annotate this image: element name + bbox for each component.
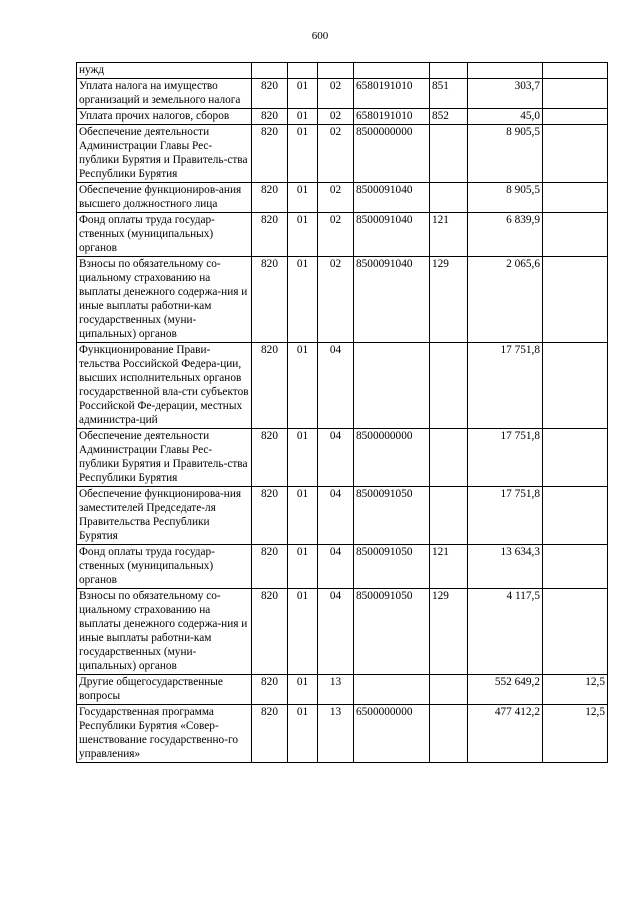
subsection-code-cell: 02 bbox=[318, 109, 354, 125]
section-code-cell: 01 bbox=[288, 343, 318, 429]
target-article-cell: 8500091040 bbox=[354, 213, 430, 257]
section-code-cell: 01 bbox=[288, 109, 318, 125]
section-code-cell: 01 bbox=[288, 79, 318, 109]
expense-type-cell: 121 bbox=[430, 213, 468, 257]
section-code-cell: 01 bbox=[288, 675, 318, 705]
expense-name-cell: Обеспечение деятельности Администрации Главы Рес-публики Бурятия и Правитель-ства Республики Бурятия bbox=[77, 125, 252, 183]
extra-amount-cell bbox=[543, 343, 608, 429]
table-row bbox=[77, 343, 608, 429]
table-row bbox=[77, 213, 608, 257]
section-code-cell: 01 bbox=[288, 125, 318, 183]
page-number: 600 bbox=[311, 30, 329, 42]
table-row bbox=[77, 63, 608, 79]
subsection-code-cell: 04 bbox=[318, 487, 354, 545]
expense-type-cell bbox=[430, 675, 468, 705]
table-row bbox=[77, 109, 608, 125]
extra-amount-cell bbox=[543, 125, 608, 183]
department-code-cell: 820 bbox=[252, 109, 288, 125]
department-code-cell bbox=[252, 63, 288, 79]
subsection-code-cell: 02 bbox=[318, 183, 354, 213]
target-article-cell: 8500091050 bbox=[354, 487, 430, 545]
expense-type-cell bbox=[430, 63, 468, 79]
table-row bbox=[77, 79, 608, 109]
department-code-cell: 820 bbox=[252, 545, 288, 589]
expense-name-cell: Фонд оплаты труда государ-ственных (муниципальных) органов bbox=[77, 545, 252, 589]
department-code-cell: 820 bbox=[252, 487, 288, 545]
table-row bbox=[77, 487, 608, 545]
expense-name-cell: Взносы по обязательному со-циальному страхованию на выплаты денежного содержа-ния и иные выплаты работни-кам государственных (муни-ципальных) органов bbox=[77, 257, 252, 343]
target-article-cell: 6580191010 bbox=[354, 79, 430, 109]
subsection-code-cell: 04 bbox=[318, 589, 354, 675]
extra-amount-cell bbox=[543, 79, 608, 109]
extra-amount-cell bbox=[543, 589, 608, 675]
extra-amount-cell bbox=[543, 545, 608, 589]
section-code-cell: 01 bbox=[288, 183, 318, 213]
section-code-cell: 01 bbox=[288, 487, 318, 545]
expense-name-cell: Другие общегосударственные вопросы bbox=[77, 675, 252, 705]
expense-type-cell bbox=[430, 705, 468, 763]
department-code-cell: 820 bbox=[252, 705, 288, 763]
extra-amount-cell: 12,5 bbox=[543, 705, 608, 763]
section-code-cell bbox=[288, 63, 318, 79]
amount-cell bbox=[468, 63, 543, 79]
amount-cell: 45,0 bbox=[468, 109, 543, 125]
table-row bbox=[77, 257, 608, 343]
expense-type-cell bbox=[430, 487, 468, 545]
amount-cell: 2 065,6 bbox=[468, 257, 543, 343]
table-row bbox=[77, 183, 608, 213]
section-code-cell: 01 bbox=[288, 589, 318, 675]
expense-name-cell: Функционирование Прави-тельства Российской Федера-ции, высших исполнительных органов государственной вла-сти субъектов Российской Фе-дерации, местных администра-ций bbox=[77, 343, 252, 429]
expense-type-cell: 129 bbox=[430, 257, 468, 343]
department-code-cell: 820 bbox=[252, 183, 288, 213]
department-code-cell: 820 bbox=[252, 125, 288, 183]
department-code-cell: 820 bbox=[252, 429, 288, 487]
table-row bbox=[77, 705, 608, 763]
department-code-cell: 820 bbox=[252, 675, 288, 705]
department-code-cell: 820 bbox=[252, 589, 288, 675]
table-row bbox=[77, 429, 608, 487]
department-code-cell: 820 bbox=[252, 257, 288, 343]
extra-amount-cell bbox=[543, 213, 608, 257]
expense-type-cell bbox=[430, 125, 468, 183]
expense-name-cell: Уплата налога на имущество организаций и земельного налога bbox=[77, 79, 252, 109]
section-code-cell: 01 bbox=[288, 429, 318, 487]
subsection-code-cell: 13 bbox=[318, 675, 354, 705]
extra-amount-cell bbox=[543, 63, 608, 79]
table-row bbox=[77, 589, 608, 675]
target-article-cell bbox=[354, 675, 430, 705]
subsection-code-cell: 02 bbox=[318, 213, 354, 257]
amount-cell: 17 751,8 bbox=[468, 487, 543, 545]
expense-type-cell: 852 bbox=[430, 109, 468, 125]
amount-cell: 303,7 bbox=[468, 79, 543, 109]
department-code-cell: 820 bbox=[252, 79, 288, 109]
target-article-cell: 8500091040 bbox=[354, 183, 430, 213]
section-code-cell: 01 bbox=[288, 705, 318, 763]
expense-name-cell: нужд bbox=[77, 63, 252, 79]
amount-cell: 552 649,2 bbox=[468, 675, 543, 705]
department-code-cell: 820 bbox=[252, 213, 288, 257]
extra-amount-cell bbox=[543, 257, 608, 343]
table-row bbox=[77, 125, 608, 183]
extra-amount-cell: 12,5 bbox=[543, 675, 608, 705]
table-row bbox=[77, 675, 608, 705]
expense-type-cell: 129 bbox=[430, 589, 468, 675]
subsection-code-cell: 02 bbox=[318, 79, 354, 109]
subsection-code-cell: 04 bbox=[318, 545, 354, 589]
subsection-code-cell bbox=[318, 63, 354, 79]
subsection-code-cell: 02 bbox=[318, 125, 354, 183]
extra-amount-cell bbox=[543, 109, 608, 125]
amount-cell: 6 839,9 bbox=[468, 213, 543, 257]
budget-table-body bbox=[77, 63, 608, 763]
section-code-cell: 01 bbox=[288, 545, 318, 589]
target-article-cell bbox=[354, 63, 430, 79]
extra-amount-cell bbox=[543, 183, 608, 213]
target-article-cell: 8500000000 bbox=[354, 125, 430, 183]
amount-cell: 8 905,5 bbox=[468, 183, 543, 213]
budget-table bbox=[76, 62, 608, 763]
target-article-cell bbox=[354, 343, 430, 429]
expense-name-cell: Государственная программа Республики Бурятия «Совер-шенствование государственно-го управления» bbox=[77, 705, 252, 763]
expense-name-cell: Обеспечение функционирова-ния заместителей Председате-ля Правительства Республики Бурятия bbox=[77, 487, 252, 545]
target-article-cell: 8500091040 bbox=[354, 257, 430, 343]
expense-name-cell: Уплата прочих налогов, сборов bbox=[77, 109, 252, 125]
subsection-code-cell: 13 bbox=[318, 705, 354, 763]
expense-name-cell: Фонд оплаты труда государ-ственных (муниципальных) органов bbox=[77, 213, 252, 257]
subsection-code-cell: 02 bbox=[318, 257, 354, 343]
department-code-cell: 820 bbox=[252, 343, 288, 429]
amount-cell: 4 117,5 bbox=[468, 589, 543, 675]
expense-type-cell: 851 bbox=[430, 79, 468, 109]
amount-cell: 13 634,3 bbox=[468, 545, 543, 589]
expense-name-cell: Взносы по обязательному со-циальному страхованию на выплаты денежного содержа-ния и иные выплаты работни-кам государственных (муни-ципальных) органов bbox=[77, 589, 252, 675]
extra-amount-cell bbox=[543, 429, 608, 487]
target-article-cell: 8500000000 bbox=[354, 429, 430, 487]
section-code-cell: 01 bbox=[288, 213, 318, 257]
amount-cell: 8 905,5 bbox=[468, 125, 543, 183]
table-row bbox=[77, 545, 608, 589]
expense-type-cell bbox=[430, 429, 468, 487]
expense-type-cell: 121 bbox=[430, 545, 468, 589]
extra-amount-cell bbox=[543, 487, 608, 545]
subsection-code-cell: 04 bbox=[318, 429, 354, 487]
target-article-cell: 6580191010 bbox=[354, 109, 430, 125]
target-article-cell: 8500091050 bbox=[354, 589, 430, 675]
amount-cell: 17 751,8 bbox=[468, 429, 543, 487]
section-code-cell: 01 bbox=[288, 257, 318, 343]
expense-name-cell: Обеспечение деятельности Администрации Главы Рес-публики Бурятия и Правитель-ства Республики Бурятия bbox=[77, 429, 252, 487]
target-article-cell: 6500000000 bbox=[354, 705, 430, 763]
expense-type-cell bbox=[430, 183, 468, 213]
amount-cell: 477 412,2 bbox=[468, 705, 543, 763]
expense-type-cell bbox=[430, 343, 468, 429]
target-article-cell: 8500091050 bbox=[354, 545, 430, 589]
amount-cell: 17 751,8 bbox=[468, 343, 543, 429]
expense-name-cell: Обеспечение функциониров-ания высшего должностного лица bbox=[77, 183, 252, 213]
subsection-code-cell: 04 bbox=[318, 343, 354, 429]
